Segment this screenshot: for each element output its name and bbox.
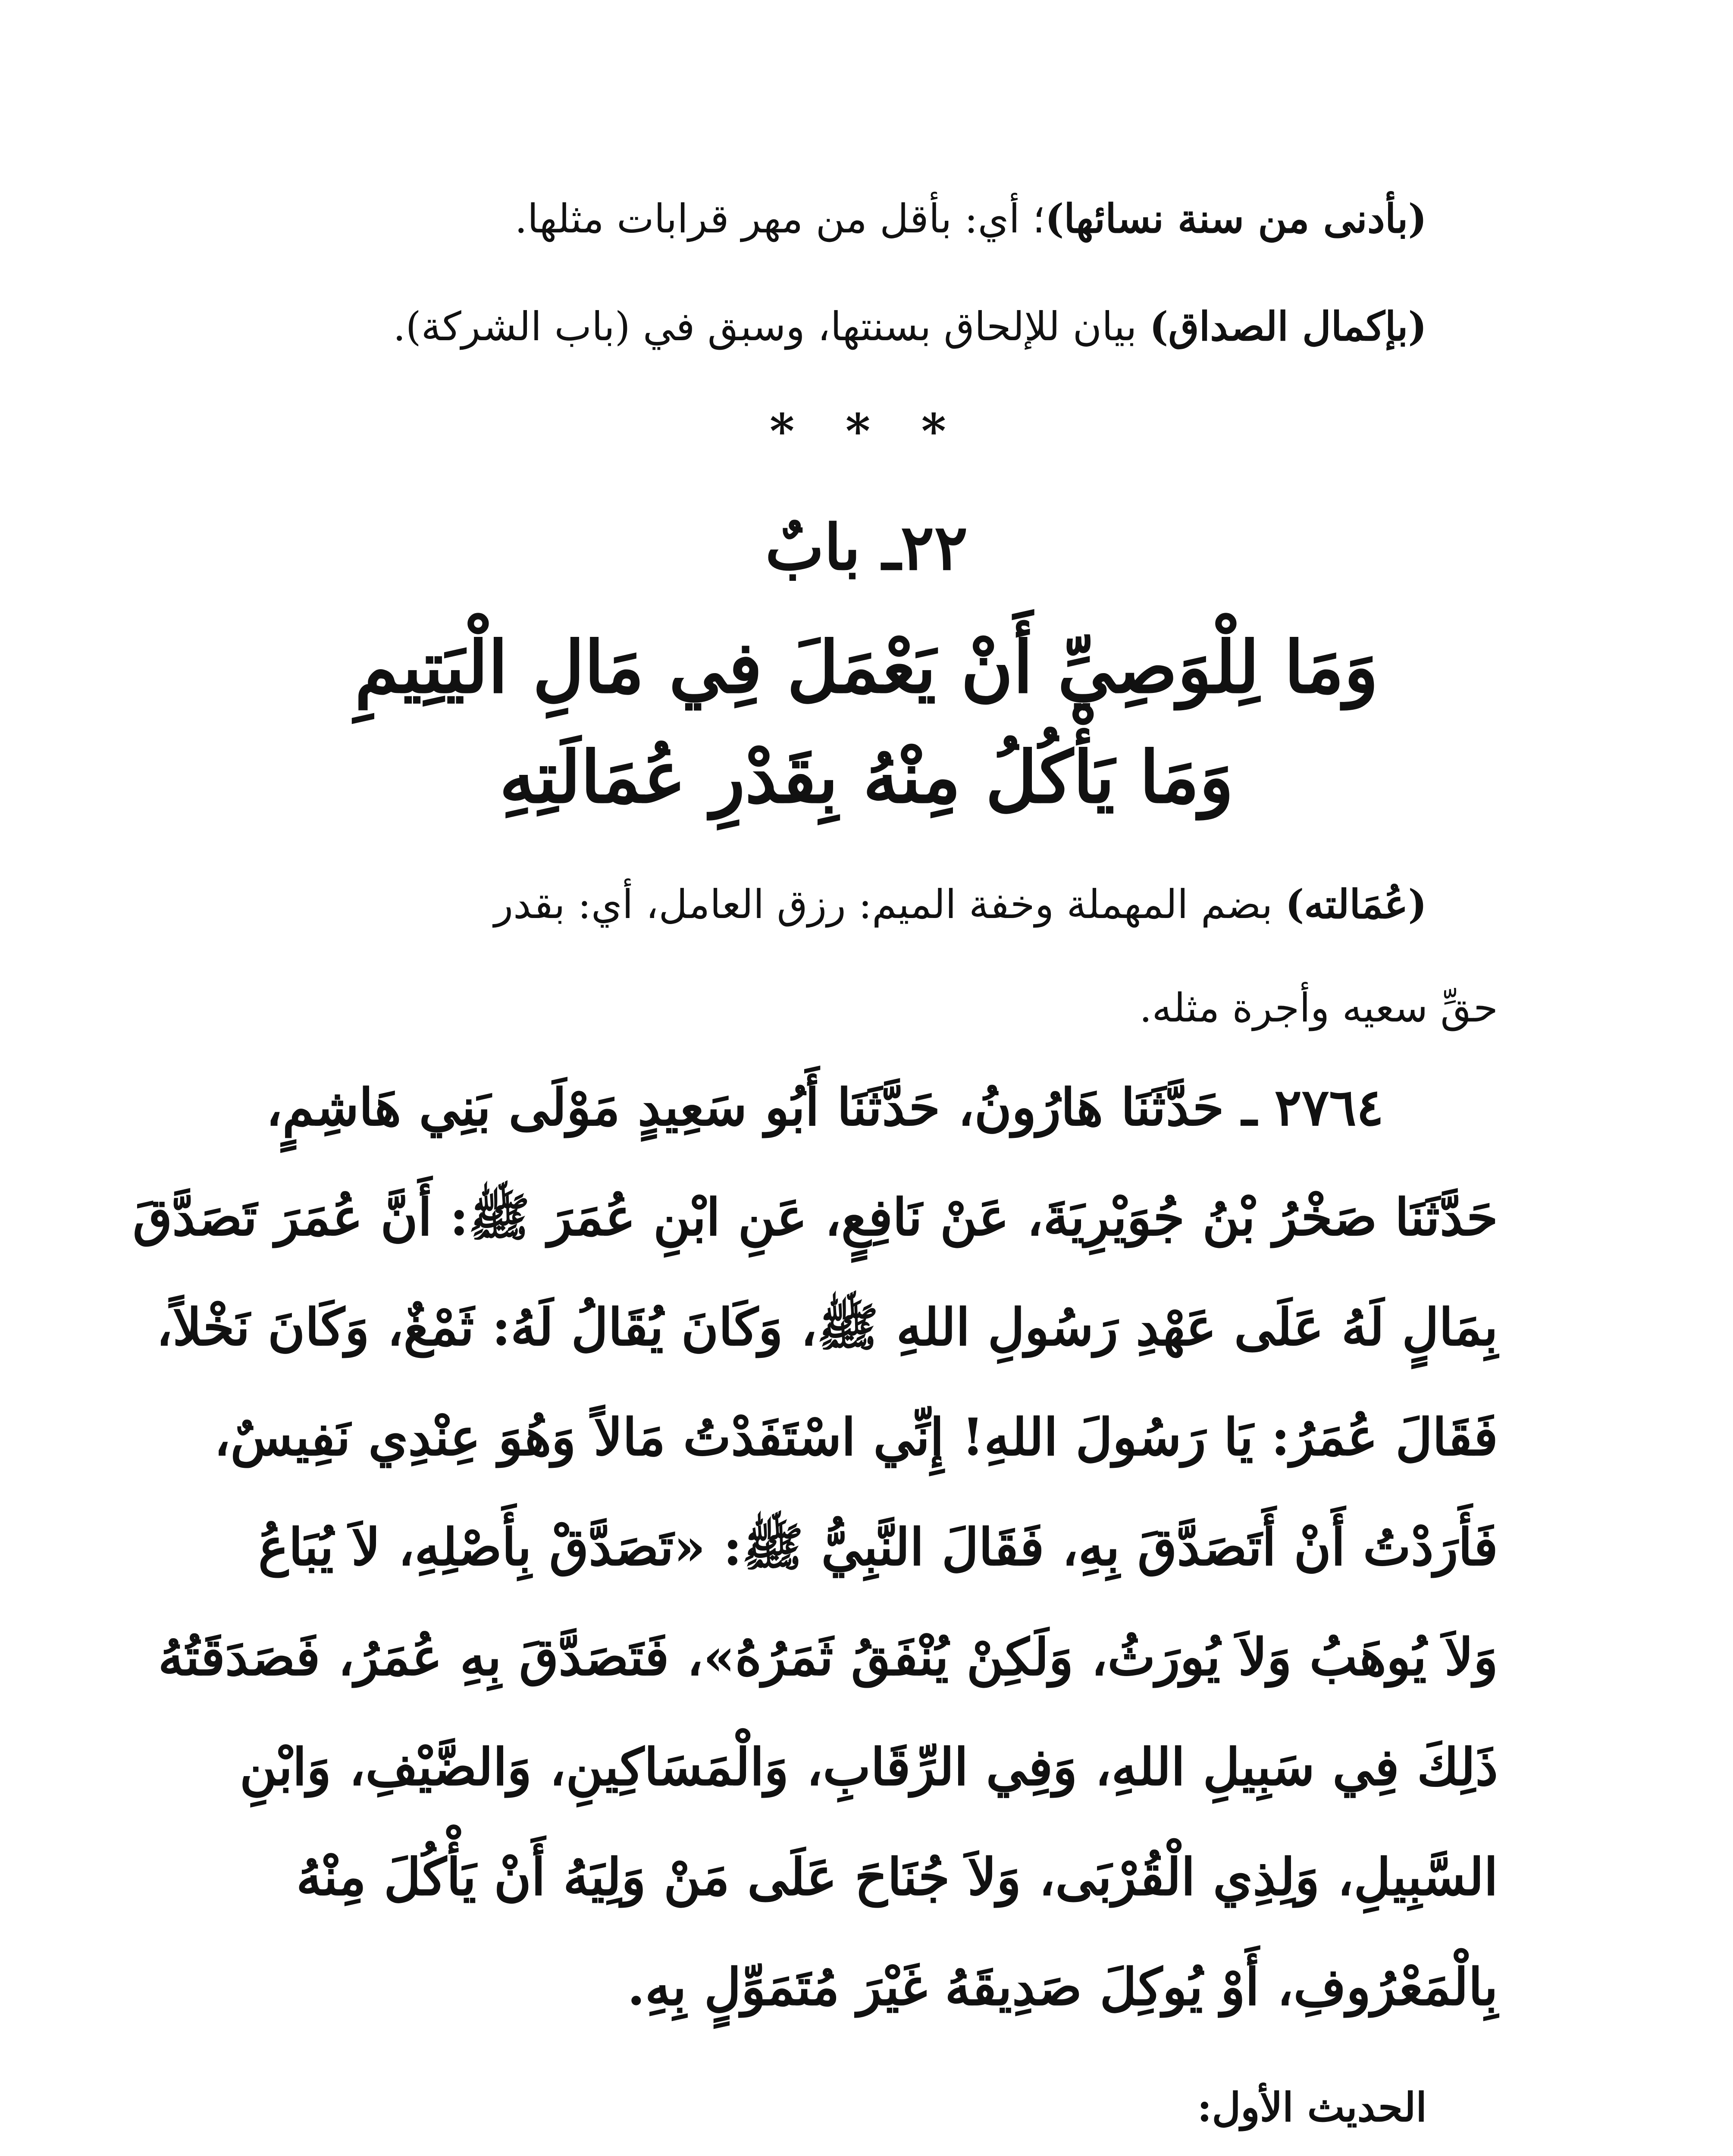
hadith-number: ٢٧٦٤ — [1274, 1077, 1384, 1137]
bab-title-line-1: وَمَا لِلْوَصِيِّ أَنْ يَعْمَلَ فِي مَالِ الْيَتِيمِ — [354, 625, 1379, 709]
hadith-line-4: فَقَالَ عُمَرُ: يَا رَسُولَ اللهِ! إِنِّي اسْتَفَدْتُ مَالاً وَهُوَ عِنْدِي نَفِيسٌ، — [214, 1407, 1498, 1467]
hadith-text-line-1: ـ حَدَّثَنَا هَارُونُ، حَدَّثَنَا أَبُو سَعِيدٍ مَوْلَى بَنِي هَاشِمٍ، — [266, 1077, 1257, 1137]
hadith-line-5: فَأَرَدْتُ أَنْ أَتَصَدَّقَ بِهِ، فَقَالَ النَّبِيُّ ﷺ: «تَصَدَّقْ بِأَصْلِهِ، لاَ يُبَاعُ — [258, 1517, 1498, 1577]
explanation-line-1 — [494, 882, 1427, 928]
intro-note-line-2 — [393, 304, 1427, 350]
hadith-line-6: وَلاَ يُوهَبُ وَلاَ يُورَثُ، وَلَكِنْ يُنْفَقُ ثَمَرُهُ»، فَتَصَدَّقَ بِهِ عُمَرُ، فَصَدَقَتُهُ — [158, 1627, 1498, 1687]
hadith-line-1 — [266, 1078, 1384, 1137]
hadith-line-7: ذَلِكَ فِي سَبِيلِ اللهِ، وَفِي الرِّقَابِ، وَالْمَسَاكِينِ، وَالضَّيْفِ، وَابْنِ — [239, 1737, 1498, 1797]
hadith-line-9: بِالْمَعْرُوفِ، أَوْ يُوكِلَ صَدِيقَهُ غَيْرَ مُتَمَوِّلٍ بِهِ. — [627, 1957, 1498, 2017]
section-separator: * * * — [769, 403, 964, 459]
intro-note-2-text: بيان للإلحاق بسنتها، وسبق في (باب الشركة). — [393, 304, 1150, 350]
bab-title-line-2: وَمَا يَأْكُلُ مِنْهُ بِقَدْرِ عُمَالَتِهِ — [499, 735, 1234, 819]
intro-note-line-1 — [515, 196, 1427, 242]
hadith-line-3: بِمَالٍ لَهُ عَلَى عَهْدِ رَسُولِ اللهِ ﷺ، وَكَانَ يُقَالُ لَهُ: ثَمْغٌ، وَكَانَ نَخْلاً، — [156, 1297, 1498, 1357]
hadith-line-2: حَدَّثَنَا صَخْرُ بْنُ جُوَيْرِيَةَ، عَنْ نَافِعٍ، عَنِ ابْنِ عُمَرَ ﷺ: أَنَّ عُمَرَ تَصَدَّقَ — [132, 1187, 1498, 1247]
hadith-line-8: السَّبِيلِ، وَلِذِي الْقُرْبَى، وَلاَ جُنَاحَ عَلَى مَنْ وَلِيَهُ أَنْ يَأْكُلَ مِنْهُ — [296, 1847, 1498, 1907]
explanation-text: بضم المهملة وخفة الميم: رزق العامل، أي: بقدر — [494, 881, 1285, 928]
bab-number: ٢٢ـ بابٌ — [765, 511, 968, 584]
intro-note-1-term: (بأدنى من سنة نسائها) — [1045, 195, 1427, 242]
commentary-heading: الحديث الأول: — [1197, 2084, 1427, 2131]
explanation-line-2: حقِّ سعيه وأجرة مثله. — [1139, 985, 1498, 1031]
explanation-term: (عُمَالته) — [1285, 881, 1427, 928]
intro-note-2-term: (بإكمال الصداق) — [1149, 303, 1427, 350]
intro-note-1-text: ؛ أي: بأقل من مهر قرابات مثلها. — [514, 196, 1045, 242]
